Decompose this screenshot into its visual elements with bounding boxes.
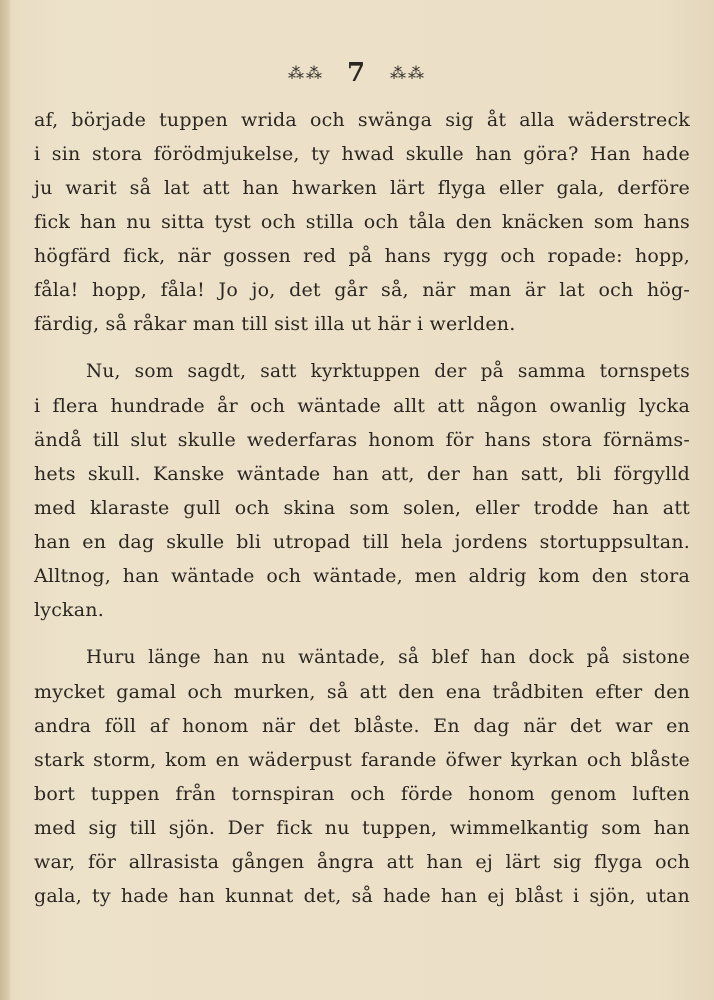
text-line: hets skull. Kanske wäntade han att, der han satt, bli förgylld — [34, 463, 690, 485]
page-number: 7 — [346, 58, 368, 88]
body-text — [34, 103, 690, 913]
text-line: Alltnog, han wäntade och wäntade, men aldrig kom den stora — [34, 565, 690, 587]
text-line: ju warit så lat att han hwarken lärt flyga eller gala, derföre — [34, 177, 690, 199]
page-gutter — [0, 0, 10, 1000]
page-header — [0, 58, 714, 88]
text-line: han en dag skulle bli utropad till hela jordens stortuppsultan. — [34, 531, 690, 553]
text-line: andra föll af honom när det blåste. En dag när det war en — [34, 715, 690, 737]
text-line: i sin stora förödmjukelse, ty hwad skulle han göra? Han hade — [34, 143, 690, 165]
text-line: högfärd fick, när gossen red på hans rygg och ropade: hopp, — [34, 245, 690, 267]
text-line: ändå till slut skulle wederfaras honom för hans stora förnäms- — [34, 429, 690, 451]
text-line: stark storm, kom en wäderpust farande öfwer kyrkan och blåste — [34, 749, 690, 771]
paragraph-2 — [34, 355, 690, 627]
text-line: Huru länge han nu wäntade, så blef han dock på sistone — [86, 647, 690, 668]
text-line: färdig, så råkar man till sist illa ut här i werlden. — [34, 313, 516, 335]
paragraph-3 — [34, 641, 690, 913]
text-line: bort tuppen från tornspiran och förde honom genom luften — [34, 783, 690, 805]
text-line: lyckan. — [34, 599, 104, 621]
paragraph-1 — [34, 103, 690, 341]
text-line: fåla! hopp, fåla! Jo jo, det går så, när man är lat och hög- — [34, 279, 690, 301]
text-line: med sig till sjön. Der fick nu tuppen, wimmelkantig som han — [34, 817, 690, 839]
text-line: med klaraste gull och skina som solen, eller trodde han att — [34, 497, 690, 519]
text-line: Nu, som sagdt, satt kyrktuppen der på samma tornspets — [86, 361, 690, 382]
text-line: i flera hundrade år och wäntade allt att någon owanlig lycka — [34, 395, 690, 417]
ornament-left: ⁂⁂ — [287, 63, 324, 83]
text-line: mycket gamal och murken, så att den ena trådbiten efter den — [34, 681, 690, 703]
text-line: gala, ty hade han kunnat det, så hade han ej blåst i sjön, utan — [34, 885, 690, 907]
text-line: war, för allrasista gången ångra att han ej lärt sig flyga och — [34, 851, 690, 873]
text-line: af, började tuppen wrida och swänga sig åt alla wäderstreck — [34, 109, 690, 131]
ornament-right: ⁂⁂ — [390, 63, 427, 83]
text-line: fick han nu sitta tyst och stilla och tåla den knäcken som hans — [34, 211, 690, 233]
